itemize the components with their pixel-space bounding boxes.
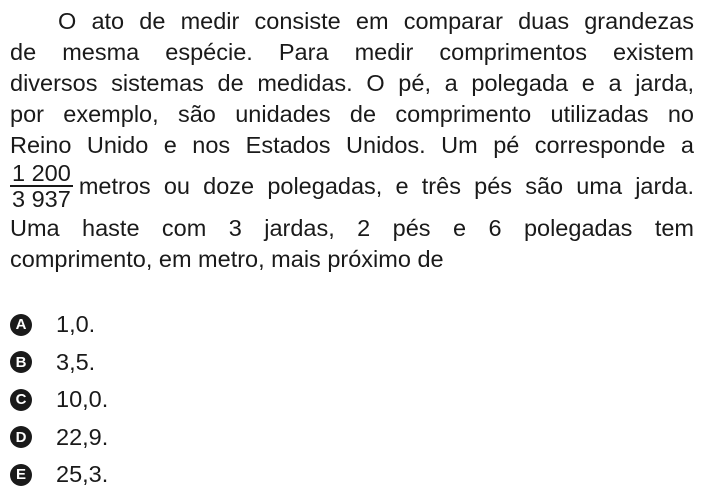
answer-options xyxy=(10,306,108,494)
paragraph-line: por exemplo, são unidades de comprimento utilizadas no xyxy=(10,101,694,127)
paragraph-line: Reino Unido e nos Estados Unidos. Um pé corresponde a xyxy=(10,132,694,158)
option-letter-icon: D xyxy=(10,426,32,448)
option-text: 10,0. xyxy=(56,386,109,413)
option-text: 22,9. xyxy=(56,423,109,450)
option-e[interactable] xyxy=(10,456,108,494)
paragraph-line: diversos sistemas de medidas. O pé, a polegada e a jarda, xyxy=(10,70,694,96)
option-letter-icon: B xyxy=(10,351,32,373)
paragraph-line: O ato de medir consiste em comparar duas grandezas xyxy=(58,8,694,34)
option-text: 1,0. xyxy=(56,311,96,338)
question-text xyxy=(10,6,694,275)
paragraph-line: de mesma espécie. Para medir comprimentos existem xyxy=(10,39,694,65)
option-letter-icon: E xyxy=(10,464,32,486)
option-c[interactable] xyxy=(10,381,108,419)
stem-line: comprimento, em metro, mais próximo de xyxy=(10,246,444,272)
fraction-line xyxy=(10,161,694,211)
fraction-denominator: 3 937 xyxy=(12,186,71,212)
fraction-numerator: 1 200 xyxy=(12,160,71,186)
fraction xyxy=(10,161,73,211)
option-text: 25,3. xyxy=(56,461,109,488)
stem-line: Uma haste com 3 jardas, 2 pés e 6 polegadas tem xyxy=(10,215,694,241)
option-letter-icon: C xyxy=(10,389,32,411)
option-b[interactable] xyxy=(10,344,108,382)
fraction-line-text: metros ou doze polegadas, e três pés são uma jarda. xyxy=(78,172,694,199)
option-a[interactable] xyxy=(10,306,108,344)
option-text: 3,5. xyxy=(56,348,96,375)
question-stem xyxy=(10,213,694,275)
context-paragraph xyxy=(10,6,694,211)
option-d[interactable] xyxy=(10,419,108,457)
option-letter-icon: A xyxy=(10,314,32,336)
